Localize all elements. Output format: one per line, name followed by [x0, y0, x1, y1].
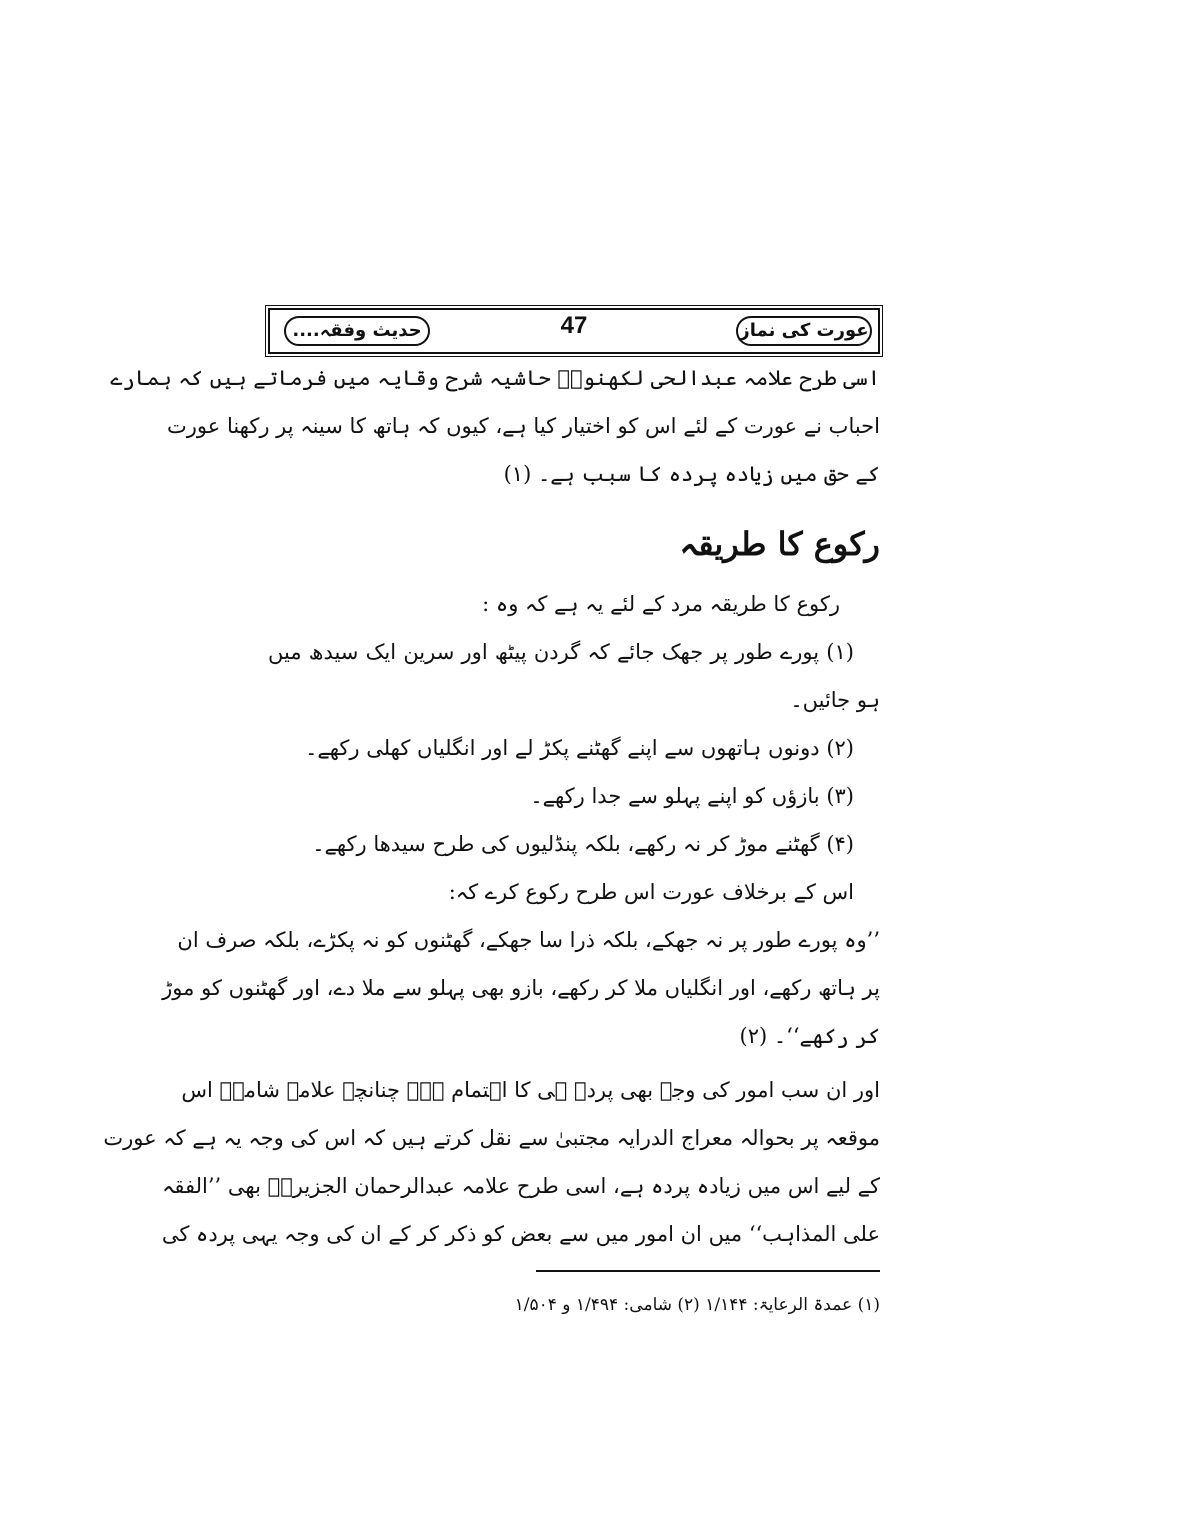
quote-line: ’’وہ پورے طور پر نہ جھکے، بلکہ ذرا سا جھکے، گھٹنوں کو نہ پکڑے، بلکہ صرف ان — [177, 928, 880, 952]
list-item-3: (۳) بازؤں کو اپنے پہلو سے جدا رکھے۔ — [530, 784, 854, 808]
list-item-4: (۴) گھٹنے موڑ کر نہ رکھے، بلکہ پنڈلیوں کی طرح سیدھا رکھے۔ — [312, 832, 854, 856]
paragraph-1 — [110, 358, 880, 498]
text-line: اسی طرح علامہ عبدالحی لکھنویؒ حاشیہ شرح وقایہ میں فرماتے ہیں کہ ہمارے — [110, 366, 880, 390]
text-line: اور ان سب امور کی وجہ بھی پردہ ہی کا اہتمام ہے۔ چنانچہ علامہ شامیؒ اس — [181, 1078, 880, 1102]
section-heading: رکوع کا طریقہ — [679, 525, 880, 563]
page-number: 47 — [560, 312, 588, 339]
contrast-line: اس کے برخلاف عورت اس طرح رکوع کرے کہ: — [448, 880, 854, 904]
text-line: علی المذاہب‘‘ میں ان امور میں سے بعض کو ذکر کر کے ان کی وجہ یہی پردہ کی — [161, 1222, 880, 1246]
text-line: احباب نے عورت کے لئے اس کو اختیار کیا ہے، کیوں کہ ہاتھ کا سینہ پر رکھنا عورت — [166, 414, 880, 438]
women-ruku — [162, 872, 880, 1072]
ruku-method — [268, 584, 880, 884]
paragraph-2 — [103, 1070, 880, 1260]
text-line: کے لیے اس میں زیادہ پردہ ہے، اسی طرح علامہ عبدالرحمان الجزیریؒ بھی ’’الفقہ — [162, 1174, 880, 1198]
footnote-divider — [536, 1270, 880, 1272]
page-header — [268, 308, 880, 354]
quote-line: پر ہاتھ رکھے، اور انگلیاں ملا کر رکھے، بازو بھی پہلو سے ملا دے، اور گھٹنوں کو موڑ — [162, 976, 880, 1000]
text-line: کے حق میں زیادہ پردہ کا سبب ہے۔ (۱) — [503, 462, 880, 486]
footnote: (۱) عمدۃ الرعایۃ: ۱/۱۴۴ (۲) شامی: ۱/۴۹۴ و ۱/۵۰۴ — [514, 1295, 880, 1315]
list-item-2: (۲) دونوں ہاتھوں سے اپنے گھٹنے پکڑ لے اور انگلیاں کھلی رکھے۔ — [305, 736, 854, 760]
quote-line: کر رکھے‘‘۔ (۲) — [739, 1024, 880, 1048]
section-title-badge: حدیث وفقہ.... — [284, 316, 430, 346]
list-item-1-cont: ہو جائیں۔ — [790, 688, 880, 712]
book-title-badge: عورت کی نماز — [736, 316, 872, 346]
text-line: موقعہ پر بحوالہ معراج الدرایہ مجتبیٰ سے نقل کرتے ہیں کہ اس کی وجہ یہ ہے کہ عورت — [103, 1126, 880, 1150]
intro-line: رکوع کا طریقہ مرد کے لئے یہ ہے کہ وہ : — [482, 592, 840, 616]
list-item-1: (۱) پورے طور پر جھک جائے کہ گردن پیٹھ اور سرین ایک سیدھ میں — [268, 640, 854, 664]
